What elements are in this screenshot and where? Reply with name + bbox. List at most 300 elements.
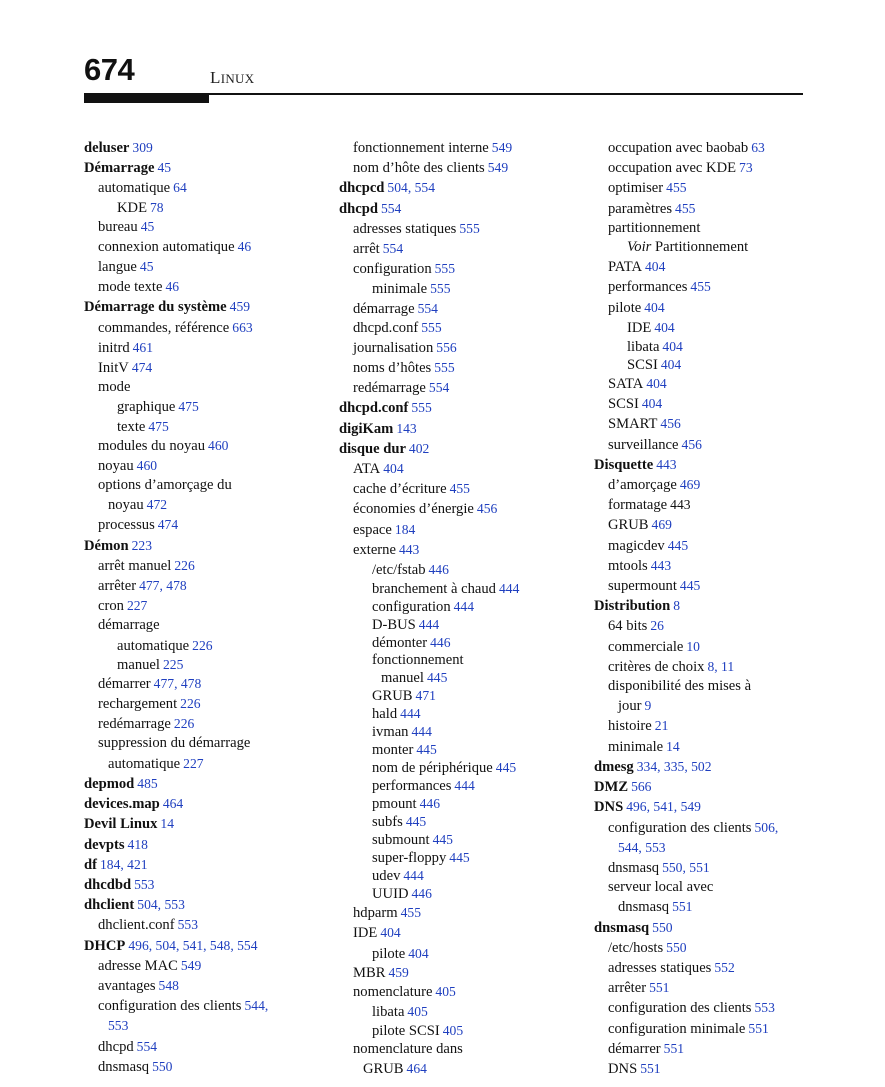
page-reference-link[interactable]: 404 [380,925,401,941]
page-reference-link[interactable]: 78 [150,199,164,215]
index-entry [594,298,844,318]
page-reference-link[interactable]: 460 [136,457,158,473]
page-reference-link[interactable]: 455 [690,279,711,295]
index-entry [339,759,589,777]
index-entry [594,219,844,238]
index-entry [339,318,589,338]
index-entry [84,956,334,976]
page-reference-link[interactable]: 444 [403,868,424,884]
page-reference-link[interactable]: 334, 335, 502 [636,758,712,774]
index-term: arrêter [608,980,647,997]
index-entry [594,1019,844,1039]
page-reference-link[interactable]: 404 [654,319,675,335]
index-term: dnsmasq [608,859,660,876]
index-term: supermount [608,578,677,595]
index-entry [594,777,844,797]
page-reference-link[interactable]: 461 [132,339,154,355]
index-entry [339,499,589,519]
index-entry [594,897,844,917]
index-term: 64 bits [608,618,648,635]
index-term: cache d’écriture [353,481,447,498]
page-reference-link[interactable]: 485 [137,775,158,791]
index-entry [84,378,334,397]
page-reference-link[interactable]: 456 [681,436,702,452]
page-reference-link[interactable]: 405 [407,1004,428,1020]
running-head-initial: L [210,68,221,87]
index-term: disque dur [339,440,406,457]
page-reference-link[interactable]: 225 [162,656,184,672]
index-entry [84,576,334,596]
index-entry [339,831,589,849]
page-reference-link[interactable]: 64 [173,180,187,196]
page-reference-link[interactable]: 506, [754,819,779,835]
index-term: externe [353,541,396,558]
index-term: pilote SCSI [372,1023,440,1040]
page-reference-link[interactable]: 227 [183,755,204,771]
page-reference-link[interactable]: 45 [140,218,155,234]
page-reference-link[interactable]: 226 [180,696,201,712]
page-reference-link[interactable]: 555 [421,319,442,335]
page-reference-link[interactable]: 404 [646,376,667,392]
page-reference-link[interactable]: 550 [152,1058,173,1074]
index-term: occupation avec KDE [608,160,737,177]
page-reference-link[interactable]: 26 [650,618,664,634]
index-term: paramètres [608,200,673,217]
page-reference-link[interactable]: 445 [416,742,437,758]
page-reference-link[interactable]: 555 [459,220,480,236]
page-reference-link[interactable]: 551 [649,980,670,996]
index-term: ATA [353,461,381,478]
index-term: noms d’hôtes [353,360,432,377]
index-entry [339,867,589,885]
page-reference-link[interactable]: 550 [652,919,673,935]
running-head-rest: INUX [220,71,255,86]
index-term: SATA [608,376,644,393]
index-term: configuration [372,599,451,616]
page-reference-link[interactable]: 504, 553 [137,897,185,913]
index-term: /etc/fstab [372,562,426,579]
page-reference-link[interactable]: 554 [382,241,404,257]
index-entry [84,694,334,714]
index-entry [84,456,334,476]
page-reference-link[interactable]: 405 [442,1023,464,1039]
index-entry [594,394,844,414]
index-term: nom d’hôte des clients [353,160,485,177]
index-entry [339,982,589,1002]
page-reference-link[interactable]: 445 [405,814,427,830]
index-entry [594,536,844,556]
index-term: libata [627,339,660,356]
index-entry [339,1002,589,1022]
page-reference-link[interactable]: 404 [383,461,404,477]
page-reference-link[interactable]: 496, 504, 541, 548, 554 [128,937,258,953]
index-entry [84,495,334,515]
page-reference-link[interactable]: 446 [419,796,440,812]
index-term: langue [98,259,137,276]
index-entry [339,1040,589,1059]
index-term: configuration minimale [608,1020,746,1037]
index-entry [594,1039,844,1059]
index-term: GRUB [372,688,413,705]
page-reference-link[interactable]: 226 [192,637,213,653]
page-reference-link[interactable]: 73 [739,160,753,176]
index-entry [84,734,334,753]
index-term: dhcpd.conf [339,400,409,417]
index-term: configuration des clients [608,819,752,836]
index-term: dhcpd [98,1038,134,1055]
index-entry [84,936,334,956]
index-entry [339,669,589,687]
page-reference-link[interactable]: 404 [662,339,683,355]
index-entry [84,178,334,198]
index-entry [84,476,334,495]
page-reference-link[interactable]: 551 [640,1060,661,1076]
index-column-3 [594,138,844,1079]
index-entry [594,838,844,858]
index-term: modules du noyau [98,437,206,454]
index-term: redémarrage [353,380,426,397]
page-reference-link[interactable]: 477, 478 [139,578,187,594]
page-reference-link[interactable]: 404 [660,357,682,373]
index-term: super-floppy [372,850,447,867]
index-term: GRUB [608,517,649,534]
page-reference-link[interactable]: 405 [435,983,456,999]
index-entry [594,318,844,338]
page-reference-link[interactable]: 184, 421 [99,856,148,872]
index-entry [594,677,844,696]
page-reference-link[interactable]: 550 [666,939,687,955]
page-reference-link[interactable]: 445 [432,832,453,848]
index-entry [84,794,334,814]
index-term: surveillance [608,436,679,453]
page-reference-link[interactable]: 446 [428,562,449,578]
page-reference-link[interactable]: 455 [449,481,470,497]
index-entry [84,358,334,378]
page-reference-link[interactable]: 445 [449,850,470,866]
page-reference-link[interactable]: 444 [454,778,475,794]
page-reference-link[interactable]: 14 [666,738,680,754]
index-term: nomenclature [353,983,433,1000]
index-entry [339,634,589,652]
page-reference-link[interactable]: 544, [244,998,269,1014]
page-reference-link[interactable]: 551 [663,1040,685,1056]
page-reference-link[interactable]: 496, 541, 549 [626,799,701,815]
index-entry [594,1059,844,1079]
index-term: deluser [84,140,130,156]
page-reference-link[interactable]: 554 [136,1038,158,1054]
index-entry [594,918,844,938]
page-reference-link[interactable]: 459 [229,299,251,315]
index-entry [594,818,844,838]
page-reference-link[interactable]: 446 [430,635,451,651]
index-term: fonctionnement [372,652,464,669]
index-term: configuration [353,261,432,278]
page-reference-link[interactable]: 464 [406,1061,427,1077]
page-reference-link[interactable]: 226 [174,557,195,573]
page-reference-link[interactable]: 443 [656,456,677,472]
page-reference-link[interactable]: 444 [418,617,440,633]
index-term: espace [353,521,392,538]
index-entry [594,938,844,958]
index-entry [339,199,589,219]
index-entry [84,418,334,436]
page-reference-link[interactable]: 8 [673,598,681,614]
page-reference-link[interactable]: 404 [644,259,666,275]
index-entry [339,239,589,259]
index-term: dnsmasq [98,1058,150,1075]
index-term: nom de périphérique [372,760,493,777]
index-entry [339,813,589,831]
index-term: dnsmasq [618,899,670,916]
index-term: configuration des clients [608,1000,752,1017]
page-reference-link[interactable]: 477, 478 [153,675,202,691]
index-entry [84,257,334,277]
page-reference-link[interactable]: 459 [388,964,409,980]
page-reference-link[interactable]: 555 [434,261,456,277]
page-reference-link[interactable]: 402 [408,440,430,456]
index-term: df [84,856,97,873]
page-reference-link[interactable]: 46 [165,279,180,295]
header-bar [84,93,209,103]
page-reference-link[interactable]: 143 [396,420,417,436]
index-term: magicdev [608,537,665,554]
index-term: processus [98,517,155,534]
page-reference-link[interactable]: 404 [641,396,663,412]
index-term: serveur local avec [608,879,714,896]
index-term: pilote [372,945,406,962]
page-reference-link[interactable]: 551 [748,1020,769,1036]
index-entry [594,338,844,356]
page-reference-link[interactable]: 443 [398,541,420,557]
page-reference-link[interactable]: 444 [411,724,432,740]
index-term: adresses statiques [608,959,712,976]
index-term: pmount [372,796,417,813]
page-reference-link[interactable]: 445 [495,760,517,776]
index-term: dhcdbd [84,876,132,893]
index-term: /etc/hosts [608,939,664,956]
index-term: branchement à chaud [372,581,496,598]
index-term: fonctionnement interne [353,140,489,156]
page-reference-link[interactable]: 555 [434,360,455,376]
page-reference-link[interactable]: 553 [754,1000,775,1016]
index-entry [594,878,844,897]
page-reference-link[interactable]: 544, 553 [618,839,666,855]
page-reference-link[interactable]: 46 [237,238,252,254]
index-entry [84,318,334,338]
index-entry [339,479,589,499]
index-term: initrd [98,339,130,356]
page-reference-link[interactable]: 446 [411,886,432,902]
page-reference-link[interactable]: 223 [131,537,152,553]
index-entry [84,835,334,855]
index-term: adresse MAC [98,957,178,974]
index-term: digiKam [339,420,394,437]
page-reference-link[interactable]: 8, 11 [707,658,735,674]
page-reference-link[interactable]: 553 [108,1018,129,1034]
page-reference-link[interactable]: 549 [491,140,513,155]
index-entry [84,217,334,237]
index-entry [339,652,589,669]
page-reference-link[interactable]: 309 [132,140,153,155]
page-reference-link[interactable]: 548 [158,977,179,993]
index-entry [339,849,589,867]
page-reference-link[interactable]: 460 [208,437,229,453]
page-reference-link[interactable]: 474 [157,517,179,533]
page-reference-link[interactable]: 445 [679,578,701,594]
index-entry [339,259,589,279]
index-entry [339,923,589,943]
index-term: noyau [108,497,144,514]
page-reference-link[interactable]: 444 [453,599,475,615]
index-term: démarrer [98,675,151,692]
index-term: performances [372,778,452,795]
index-entry [339,705,589,723]
index-term: UUID [372,886,409,903]
index-entry [339,777,589,795]
page-reference-link[interactable]: 555 [430,281,451,297]
page-reference-link[interactable]: 444 [498,581,520,597]
index-entry [594,238,844,257]
index-entry [594,475,844,495]
page-reference-link[interactable]: 549 [180,957,202,973]
page-reference-link[interactable]: 184 [394,521,416,537]
page-reference-link[interactable]: 455 [400,905,421,921]
page-reference-link[interactable]: 418 [127,836,148,852]
index-term: mtools [608,557,648,574]
index-term: manuel [381,670,424,687]
page-reference-link[interactable]: 45 [139,259,154,275]
page-reference-link[interactable]: 556 [436,339,457,355]
index-entry [339,687,589,705]
page-reference-link[interactable]: 554 [417,300,438,316]
index-term: devices.map [84,796,160,813]
index-term: manuel [117,656,160,673]
page-reference-link[interactable]: 566 [631,779,652,795]
index-term: libata [372,1004,405,1021]
index-term: dnsmasq [594,919,650,936]
index-entry [339,885,589,903]
page-reference-link[interactable]: 472 [146,497,168,513]
index-term: GRUB [363,1061,404,1078]
index-term: nomenclature dans [353,1041,463,1058]
page-reference-link[interactable]: 550, 551 [662,859,710,875]
index-entry [594,696,844,716]
index-entry [84,1016,334,1036]
page-reference-link[interactable]: 475 [178,399,199,415]
index-term: SCSI [627,357,658,374]
page-reference-link[interactable]: 404 [644,299,665,315]
index-entry [339,741,589,759]
page-reference-link[interactable]: 443 [650,557,672,573]
index-entry [594,737,844,757]
index-column-1 [84,138,334,1077]
index-entry [594,199,844,219]
page-reference-link[interactable]: 551 [672,899,693,915]
page-reference-link[interactable]: 455 [666,180,687,196]
page-reference-link[interactable]: 456 [476,501,498,517]
page-reference-link[interactable]: 552 [714,959,735,975]
index-term: journalisation [353,339,434,356]
page-reference-link[interactable]: 21 [654,718,669,734]
page-reference-link[interactable]: 226 [173,716,195,732]
page-reference-link[interactable]: 445 [426,670,448,686]
index-entry [84,237,334,257]
page-reference-link[interactable]: 469 [651,517,672,533]
index-term: configuration des clients [98,998,242,1015]
page-reference-link[interactable]: 456 [660,416,681,432]
page-reference-link[interactable]: 63 [751,140,765,155]
page-reference-link[interactable]: 227 [126,598,148,614]
page-reference-link[interactable]: 553 [177,917,198,933]
page-reference-link[interactable]: 554 [380,200,402,216]
index-entry [339,459,589,479]
index-entry [84,515,334,535]
index-term: Disquette [594,456,654,473]
page-reference-link[interactable]: 663 [232,319,253,335]
page-reference-link[interactable]: 9 [644,698,652,714]
index-entry [339,560,589,580]
running-head [210,68,254,88]
index-entry [594,576,844,596]
page-reference-link[interactable]: 555 [411,400,432,416]
index-term: DHCP [84,937,126,954]
index-term: dhcpd.conf [353,319,419,336]
index-term: hdparm [353,905,398,922]
page-reference-link[interactable]: 14 [160,816,174,832]
page-reference-link[interactable]: 464 [162,796,184,812]
index-term: submount [372,832,430,849]
page-reference-link[interactable]: 45 [157,160,172,176]
index-term: formatage [608,497,668,514]
index-entry [339,540,589,560]
page-reference-link[interactable]: 455 [675,200,696,216]
index-entry [84,1037,334,1057]
page-reference-link[interactable]: 10 [686,638,700,654]
page-reference-link[interactable]: 549 [487,160,509,176]
index-term: disponibilité des mises à [608,678,752,695]
index-term: monter [372,742,414,759]
index-term: histoire [608,718,652,735]
index-term: ivman [372,724,409,741]
index-entry [84,674,334,694]
page-reference-link[interactable]: 444 [400,706,421,722]
index-entry [84,536,334,556]
index-term-target: Partitionnement [651,239,749,256]
index-term: Démarrage du système [84,299,227,316]
page-reference-link[interactable]: 475 [148,418,169,434]
index-entry [594,657,844,677]
page-reference-link[interactable]: 504, 554 [387,180,435,196]
page-reference-link[interactable]: 474 [131,360,153,376]
index-term: démonter [372,635,428,652]
index-entry [594,178,844,198]
page-reference-link[interactable]: 554 [428,380,450,396]
index-entry [339,616,589,634]
index-term: DNS [594,799,624,816]
page-reference-link[interactable]: 471 [415,688,436,704]
index-entry [84,636,334,656]
page-reference-link[interactable]: 469 [679,477,701,493]
page-reference-link[interactable]: 553 [134,876,155,892]
page-reference-link[interactable]: 445 [667,537,689,553]
page-reference-link[interactable]: 404 [408,945,429,961]
page-reference-link: 443 [670,497,691,513]
index-entry [594,556,844,576]
index-entry [339,398,589,418]
index-entry [594,596,844,616]
index-term: dhcpd [339,200,378,217]
index-entry [84,915,334,935]
